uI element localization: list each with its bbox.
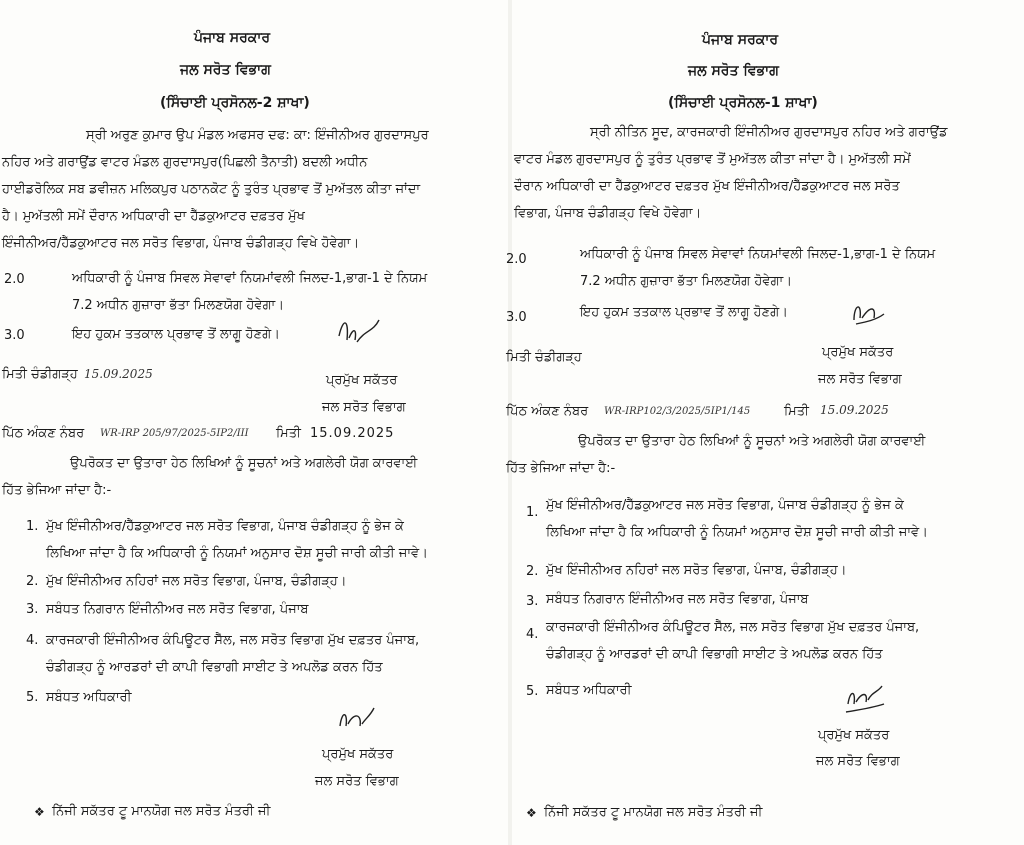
list-item: ਕਾਰਜਕਾਰੀ ਇੰਜੀਨੀਅਰ ਕੰਪਿਊਟਰ ਸੈੱਲ, ਜਲ ਸਰੋਤ ਵਿਭਾਗ ਮੁੱਖ ਦਫ਼ਤਰ ਪੰਜਾਬ,: [546, 620, 920, 635]
right-suspension-order: [506, 0, 1024, 845]
endorsement-number: WR-IRP102/3/2025/5IP1/145: [604, 406, 751, 417]
clause-text: ਇਹ ਹੁਕਮ ਤਤਕਾਲ ਪ੍ਰਭਾਵ ਤੋਂ ਲਾਗੂ ਹੋਣਗੇ।: [580, 305, 788, 320]
copy-text: ਹਿੱਤ ਭੇਜਿਆ ਜਾਂਦਾ ਹੈ:-: [2, 483, 112, 498]
diamond-bullet-icon: ❖: [34, 805, 45, 819]
clause-number: 3.0: [4, 328, 25, 343]
list-number: 1.: [526, 505, 539, 520]
body-line: ਸ੍ਰੀ ਅਰੁਣ ਕੁਮਾਰ ਉਪ ਮੰਡਲ ਅਫਸਰ ਦਫ: ਕਾ: ਇੰਜੀਨੀਅਰ ਗੁਰਦਾਸਪੁਰ: [86, 128, 429, 143]
endorsement-date-label: ਮਿਤੀ: [784, 404, 809, 419]
signatory-title: ਪ੍ਰਮੁੱਖ ਸਕੱਤਰ: [822, 345, 894, 360]
copy-text: ਹਿੱਤ ਭੇਜਿਆ ਜਾਂਦਾ ਹੈ:-: [506, 461, 616, 476]
signatory-department: ਜਲ ਸਰੋਤ ਵਿਭਾਗ: [818, 372, 902, 387]
list-number: 5.: [526, 684, 539, 699]
clause-number: 2.0: [506, 252, 527, 267]
list-item: ਸਬੰਧਤ ਨਿਗਰਾਨ ਇੰਜੀਨੀਅਰ ਜਲ ਸਰੋਤ ਵਿਭਾਗ, ਪੰਜਾਬ: [546, 592, 809, 607]
list-item: ਮੁੱਖ ਇੰਜੀਨੀਅਰ ਨਹਿਰਾਂ ਜਲ ਸਰੋਤ ਵਿਭਾਗ, ਪੰਜਾਬ, ਚੰਡੀਗੜ੍ਹ।: [546, 563, 847, 578]
department-heading: ਜਲ ਸਰੋਤ ਵਿਭਾਗ: [688, 63, 779, 79]
left-suspension-order: [0, 0, 508, 845]
government-heading: ਪੰਜਾਬ ਸਰਕਾਰ: [702, 32, 779, 48]
list-item: ਮੁੱਖ ਇੰਜੀਨੀਅਰ ਨਹਿਰਾਂ ਜਲ ਸਰੋਤ ਵਿਭਾਗ, ਪੰਜਾਬ, ਚੰਡੀਗੜ੍ਹ।: [46, 574, 347, 589]
copy-text: ਉਪਰੋਕਤ ਦਾ ਉਤਾਰਾ ਹੇਠ ਲਿਖਿਆਂ ਨੂੰ ਸੂਚਨਾਂ ਅਤੇ ਅਗਲੇਰੀ ਯੋਗ ਕਾਰਵਾਈ: [70, 456, 418, 471]
diamond-bullet-icon: ❖: [526, 806, 537, 820]
department-heading: ਜਲ ਸਰੋਤ ਵਿਭਾਗ: [180, 62, 271, 78]
clause-text: 7.2 ਅਧੀਨ ਗੁਜ਼ਾਰਾ ਭੱਤਾ ਮਿਲਣਯੋਗ ਹੋਵੇਗਾ।: [72, 298, 285, 313]
signatory-title: ਪ੍ਰਮੁੱਖ ਸਕੱਤਰ: [322, 747, 394, 762]
body-line: ਦੌਰਾਨ ਅਧਿਕਾਰੀ ਦਾ ਹੈੱਡਕੁਆਟਰ ਦਫ਼ਤਰ ਮੁੱਖ ਇੰਜੀਨੀਅਰ/ਹੈੱਡਕੁਆਟਰ ਜਲ ਸਰੋਤ: [514, 179, 900, 194]
list-number: 5.: [26, 690, 39, 705]
endorsement-number: WR-IRP 205/97/2025-5IP2/III: [100, 428, 249, 439]
list-item: ਚੰਡੀਗੜ੍ਹ ਨੂੰ ਆਰਡਰਾਂ ਦੀ ਕਾਪੀ ਵਿਭਾਗੀ ਸਾਈਟ ਤੇ ਅਪਲੋਡ ਕਰਨ ਹਿੱਤ: [46, 660, 383, 675]
signature: [336, 704, 376, 732]
list-item: ਕਾਰਜਕਾਰੀ ਇੰਜੀਨੀਅਰ ਕੰਪਿਊਟਰ ਸੈੱਲ, ਜਲ ਸਰੋਤ ਵਿਭਾਗ ਮੁੱਖ ਦਫ਼ਤਰ ਪੰਜਾਬ,: [46, 633, 420, 648]
list-number: 3.: [26, 602, 39, 617]
body-line: ਹੈ। ਮੁਅੱਤਲੀ ਸਮੇਂ ਦੌਰਾਨ ਅਧਿਕਾਰੀ ਦਾ ਹੈੱਡਕੁਆਟਰ ਦਫ਼ਤਰ ਮੁੱਖ: [2, 209, 305, 224]
government-heading: ਪੰਜਾਬ ਸਰਕਾਰ: [194, 30, 271, 46]
body-line: ਇੰਜੀਨੀਅਰ/ਹੈੱਡਕੁਆਟਰ ਜਲ ਸਰੋਤ ਵਿਭਾਗ, ਪੰਜਾਬ ਚੰਡੀਗੜ੍ਹ ਵਿਖੇ ਹੋਵੇਗਾ।: [2, 236, 360, 251]
list-number: 1.: [26, 519, 39, 534]
body-line: ਹਾਈਡਰੋਲਿਕ ਸਬ ਡਵੀਜ਼ਨ ਮਲਿਕਪੁਰ ਪਠਾਨਕੋਟ ਨੂੰ ਤੁਰੰਤ ਪ੍ਰਭਾਵ ਤੋਂ ਮੁਅੱਤਲ ਕੀਤਾ ਜਾਂਦਾ: [2, 182, 421, 197]
clause-text: ਅਧਿਕਾਰੀ ਨੂੰ ਪੰਜਾਬ ਸਿਵਲ ਸੇਵਾਵਾਂ ਨਿਯਮਾਂਵਲੀ ਜਿਲਦ-1,ਭਾਗ-1 ਦੇ ਨਿਯਮ: [580, 247, 936, 262]
copy-recipient: ਨਿੱਜੀ ਸਕੱਤਰ ਟੂ ਮਾਨਯੋਗ ਜਲ ਸਰੋਤ ਮੰਤਰੀ ਜੀ: [544, 805, 763, 820]
clause-number: 3.0: [506, 310, 527, 325]
signature: [848, 296, 888, 328]
endorsement-date: 15.09.2025: [310, 426, 395, 441]
list-number: 2.: [26, 574, 39, 589]
signature: [335, 312, 381, 348]
list-item: ਲਿਖਿਆ ਜਾਂਦਾ ਹੈ ਕਿ ਅਧਿਕਾਰੀ ਨੂੰ ਨਿਯਮਾਂ ਅਨੁਸਾਰ ਦੋਸ਼ ਸੂਚੀ ਜਾਰੀ ਕੀਤੀ ਜਾਵੇ।: [46, 546, 428, 561]
endorsement-label: ਪਿੱਠ ਅੰਕਣ ਨੰਬਰ: [506, 404, 589, 419]
body-line: ਵਾਟਰ ਮੰਡਲ ਗੁਰਦਾਸਪੁਰ ਨੂੰ ਤੁਰੰਤ ਪ੍ਰਭਾਵ ਤੋਂ ਮੁਅੱਤਲ ਕੀਤਾ ਜਾਂਦਾ ਹੈ। ਮੁਅੱਤਲੀ ਸਮੇਂ: [514, 152, 911, 167]
endorsement-label: ਪਿੱਠ ਅੰਕਣ ਨੰਬਰ: [2, 426, 85, 441]
branch-heading: (ਸਿੰਚਾਈ ਪ੍ਰਸੋਨਲ-1 ਸ਼ਾਖਾ): [668, 95, 818, 111]
list-number: 3.: [526, 594, 539, 609]
clause-text: ਅਧਿਕਾਰੀ ਨੂੰ ਪੰਜਾਬ ਸਿਵਲ ਸੇਵਾਵਾਂ ਨਿਯਮਾਂਵਲੀ ਜਿਲਦ-1,ਭਾਗ-1 ਦੇ ਨਿਯਮ: [72, 271, 428, 286]
list-number: 2.: [526, 564, 539, 579]
clause-text: ਇਹ ਹੁਕਮ ਤਤਕਾਲ ਪ੍ਰਭਾਵ ਤੋਂ ਲਾਗੂ ਹੋਣਗੇ।: [72, 327, 280, 342]
list-item: ਸਬੰਧਤ ਅਧਿਕਾਰੀ: [546, 683, 632, 698]
endorsement-date: 15.09.2025: [820, 403, 889, 417]
date-label: ਮਿਤੀ ਚੰਡੀਗੜ੍ਹ: [2, 367, 78, 382]
list-item: ਮੁੱਖ ਇੰਜੀਨੀਅਰ/ਹੈੱਡਕੁਆਟਰ ਜਲ ਸਰੋਤ ਵਿਭਾਗ, ਪੰਜਾਬ ਚੰਡੀਗੜ੍ਹ ਨੂੰ ਭੇਜ ਕੇ: [46, 519, 404, 534]
signatory-department: ਜਲ ਸਰੋਤ ਵਿਭਾਗ: [315, 774, 399, 789]
list-item: ਸਬੰਧਤ ਨਿਗਰਾਨ ਇੰਜੀਨੀਅਰ ਜਲ ਸਰੋਤ ਵਿਭਾਗ, ਪੰਜਾਬ: [46, 602, 309, 617]
clause-number: 2.0: [4, 272, 25, 287]
clause-text: 7.2 ਅਧੀਨ ਗੁਜ਼ਾਰਾ ਭੱਤਾ ਮਿਲਣਯੋਗ ਹੋਵੇਗਾ।: [580, 274, 793, 289]
list-item: ਲਿਖਿਆ ਜਾਂਦਾ ਹੈ ਕਿ ਅਧਿਕਾਰੀ ਨੂੰ ਨਿਯਮਾਂ ਅਨੁਸਾਰ ਦੋਸ਼ ਸੂਚੀ ਜਾਰੀ ਕੀਤੀ ਜਾਵੇ।: [546, 525, 928, 540]
signatory-title: ਪ੍ਰਮੁੱਖ ਸਕੱਤਰ: [326, 373, 398, 388]
signatory-title: ਪ੍ਰਮੁੱਖ ਸਕੱਤਰ: [818, 728, 890, 743]
copy-recipient: ਨਿੱਜੀ ਸਕੱਤਰ ਟੂ ਮਾਨਯੋਗ ਜਲ ਸਰੋਤ ਮੰਤਰੀ ਜੀ: [52, 804, 271, 819]
signatory-department: ਜਲ ਸਰੋਤ ਵਿਭਾਗ: [816, 754, 900, 769]
body-line: ਵਿਭਾਗ, ਪੰਜਾਬ ਚੰਡੀਗੜ੍ਹ ਵਿਖੇ ਹੋਵੇਗਾ।: [514, 206, 702, 221]
branch-heading: (ਸਿੰਚਾਈ ਪ੍ਰਸੋਨਲ-2 ਸ਼ਾਖਾ): [160, 95, 310, 111]
list-item: ਮੁੱਖ ਇੰਜੀਨੀਅਰ/ਹੈੱਡਕੁਆਟਰ ਜਲ ਸਰੋਤ ਵਿਭਾਗ, ਪੰਜਾਬ ਚੰਡੀਗੜ੍ਹ ਨੂੰ ਭੇਜ ਕੇ: [546, 498, 904, 513]
signature: [842, 682, 886, 716]
copy-text: ਉਪਰੋਕਤ ਦਾ ਉਤਾਰਾ ਹੇਠ ਲਿਖਿਆਂ ਨੂੰ ਸੂਚਨਾਂ ਅਤੇ ਅਗਲੇਰੀ ਯੋਗ ਕਾਰਵਾਈ: [578, 434, 926, 449]
date-label: ਮਿਤੀ ਚੰਡੀਗੜ੍ਹ: [506, 350, 582, 365]
signatory-department: ਜਲ ਸਰੋਤ ਵਿਭਾਗ: [322, 400, 406, 415]
handwritten-date: 15.09.2025: [84, 367, 153, 381]
endorsement-date-label: ਮਿਤੀ: [276, 426, 301, 441]
list-number: 4.: [526, 627, 539, 642]
list-item: ਸਬੰਧਤ ਅਧਿਕਾਰੀ: [46, 690, 132, 705]
body-line: ਨਹਿਰ ਅਤੇ ਗਰਾਉਂਡ ਵਾਟਰ ਮੰਡਲ ਗੁਰਦਾਸਪੁਰ(ਪਿਛਲੀ ਤੈਨਾਤੀ) ਬਦਲੀ ਅਧੀਨ: [2, 155, 368, 170]
list-number: 4.: [26, 633, 39, 648]
list-item: ਚੰਡੀਗੜ੍ਹ ਨੂੰ ਆਰਡਰਾਂ ਦੀ ਕਾਪੀ ਵਿਭਾਗੀ ਸਾਈਟ ਤੇ ਅਪਲੋਡ ਕਰਨ ਹਿੱਤ: [546, 647, 883, 662]
body-line: ਸ੍ਰੀ ਨੀਤਿਨ ਸੂਦ, ਕਾਰਜਕਾਰੀ ਇੰਜੀਨੀਅਰ ਗੁਰਦਾਸਪੁਰ ਨਹਿਰ ਅਤੇ ਗਰਾਉਂਡ: [590, 125, 948, 140]
